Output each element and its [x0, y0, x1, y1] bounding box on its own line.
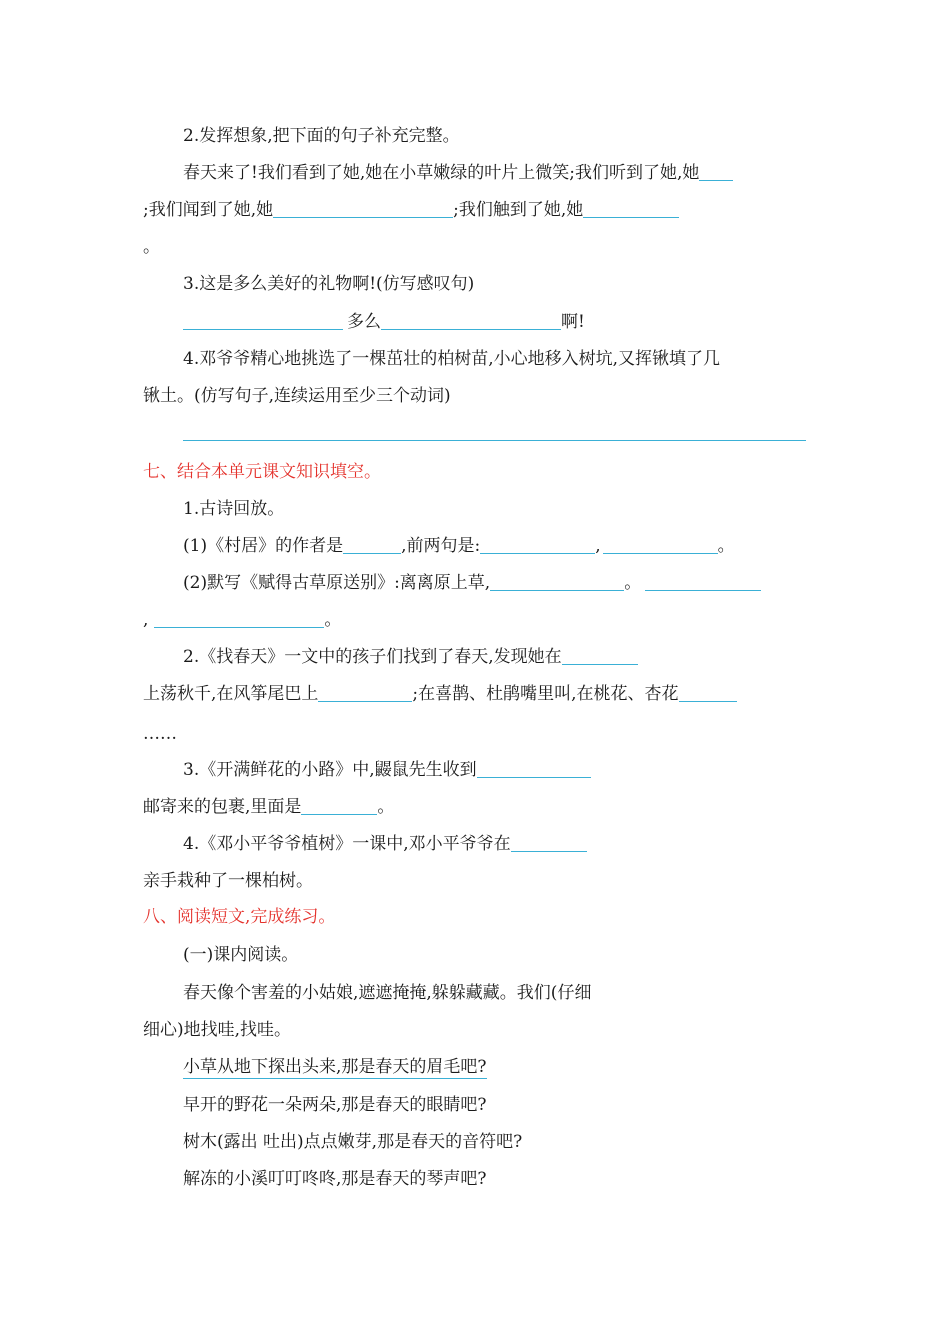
s7-item2-blank1[interactable] [562, 646, 638, 665]
q4-line2: 锹土。(仿写句子,连续运用至少三个动词) [143, 386, 451, 406]
q3-blank1[interactable] [183, 311, 343, 330]
q2-title: 2.发挥想象,把下面的句子补充完整。 [183, 126, 460, 146]
s7-item4-line2: 亲手栽种了一棵柏树。 [143, 871, 313, 891]
q2-line2 [143, 198, 679, 222]
q2-line3: 。 [143, 237, 160, 257]
s7-item3-blank2[interactable] [301, 796, 377, 815]
s7-item2-line3: …… [143, 724, 177, 744]
s7-item3-text1: 3.《开满鲜花的小路》中,鼹鼠先生收到 [183, 760, 477, 780]
s7-item3-line2 [143, 795, 394, 819]
s7-item1a-text4: 。 [717, 536, 735, 556]
s7-item4-text1: 4.《邓小平爷爷植树》一课中,邓小平爷爷在 [183, 834, 511, 854]
s7-item4-line1 [183, 832, 587, 856]
s8-subheading: (一)课内阅读。 [183, 945, 299, 965]
s7-item2-line1 [183, 645, 638, 669]
s7-item4-blank1[interactable] [511, 833, 587, 852]
s7-item1b-text1: (2)默写《赋得古草原送别》:离离原上草, [183, 573, 491, 593]
s8-para5: 树木(露出 吐出)点点嫩芽,那是春天的音符吧? [183, 1132, 523, 1152]
q2-text1: 春天来了!我们看到了她,她在小草嫩绿的叶片上微笑;我们听到了她,她 [183, 163, 700, 183]
q2-blank3[interactable] [583, 199, 679, 218]
section7-heading: 七、结合本单元课文知识填空。 [143, 462, 381, 482]
q2-blank1[interactable] [699, 162, 733, 181]
q3-mid: 多么 [347, 312, 381, 332]
q3-title: 3.这是多么美好的礼物啊!(仿写感叹句) [183, 274, 475, 294]
s8-para1: 春天像个害羞的小姑娘,遮遮掩掩,躲躲藏藏。我们(仔细 [183, 983, 592, 1003]
s7-item1b-blank3[interactable] [154, 609, 324, 628]
s7-item1a-text2: ,前两句是: [401, 536, 481, 556]
s7-item1b-blank2[interactable] [645, 572, 761, 591]
s7-item1a-blank3[interactable] [603, 535, 718, 554]
s7-item3-text2: 邮寄来的包裹,里面是 [143, 797, 302, 817]
s7-item3-text3: 。 [377, 797, 395, 817]
s7-item2-blank3[interactable] [679, 683, 737, 702]
q3-blank2[interactable] [381, 311, 561, 330]
s7-item1b-text3: , [143, 610, 149, 630]
s7-item1a [183, 534, 735, 558]
s8-para4: 早开的野花一朵两朵,那是春天的眼睛吧? [183, 1095, 487, 1115]
s7-item3-line1 [183, 758, 591, 782]
s7-item3-blank1[interactable] [477, 759, 591, 778]
q3-line [183, 310, 585, 334]
s7-item1b [183, 571, 761, 595]
s7-item1-title: 1.古诗回放。 [183, 499, 285, 519]
s7-item1a-text1: (1)《村居》的作者是 [183, 536, 344, 556]
q2-line1 [183, 161, 733, 185]
s8-para3-underlined: 小草从地下探出头来,那是春天的眉毛吧? [183, 1057, 487, 1077]
s7-item2-blank2[interactable] [318, 683, 412, 702]
q2-text2b: ;我们触到了她,她 [453, 200, 584, 220]
s7-item2-text1: 2.《找春天》一文中的孩子们找到了春天,发现她在 [183, 647, 562, 667]
q2-text2a: ;我们闻到了她,她 [143, 200, 274, 220]
q3-end: 啊! [561, 312, 585, 332]
s7-item2-text3: ;在喜鹊、杜鹃嘴里叫,在桃花、杏花 [412, 684, 679, 704]
s8-para2: 细心)地找哇,找哇。 [143, 1020, 292, 1040]
s7-item1b-text2: 。 [624, 573, 642, 593]
q4-answer-line[interactable] [183, 440, 806, 441]
q2-blank2[interactable] [273, 199, 453, 218]
s8-para6: 解冻的小溪叮叮咚咚,那是春天的琴声吧? [183, 1169, 487, 1189]
s7-item1b-text4: 。 [324, 610, 342, 630]
q4-line1: 4.邓爷爷精心地挑选了一棵茁壮的柏树苗,小心地移入树坑,又挥锹填了几 [183, 349, 721, 369]
s7-item2-text2: 上荡秋千,在风筝尾巴上 [143, 684, 319, 704]
s7-item1a-blank2[interactable] [480, 535, 595, 554]
s7-item2-line2 [143, 682, 737, 706]
section8-heading: 八、阅读短文,完成练习。 [143, 907, 336, 927]
s7-item1a-text3: , [595, 536, 601, 556]
s7-item1b-cont [143, 608, 341, 632]
s8-para3 [183, 1055, 487, 1079]
s7-item1a-blank1[interactable] [343, 535, 401, 554]
s7-item1b-blank1[interactable] [490, 572, 624, 591]
